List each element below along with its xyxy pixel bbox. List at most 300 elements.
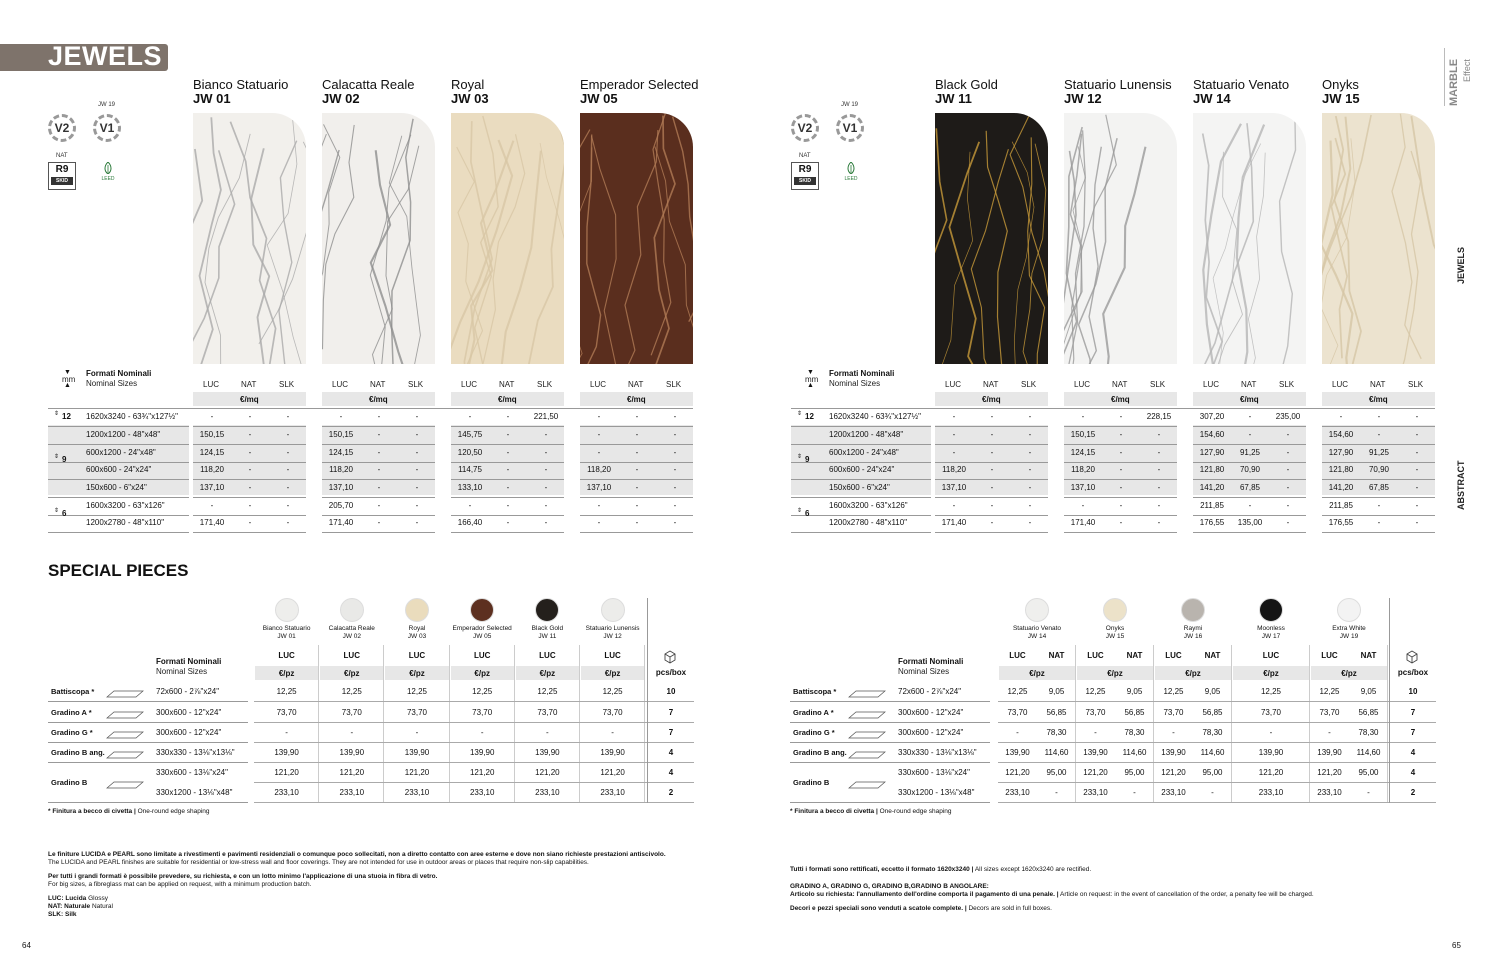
left-footnote	[48, 808, 210, 816]
left-cell-2-6-1: -	[506, 518, 510, 527]
right-cell-2-1-0: 154,60	[1199, 430, 1225, 439]
mm-arrow-icon: ▼	[64, 369, 71, 376]
right-sp-rowname-0: Battiscopa *	[793, 687, 837, 696]
left-cell-1-0-2: -	[415, 412, 419, 421]
left-cell-0-3-2: -	[286, 465, 290, 474]
right-col-0-0: LUC	[945, 380, 962, 389]
right-cell-1-3-2: -	[1157, 465, 1161, 474]
right-sp-rowline-1	[998, 722, 1436, 723]
left-sp-rowline-5	[254, 802, 694, 803]
left-top-rule	[48, 408, 693, 409]
left-col-2-0: LUC	[461, 380, 478, 389]
right-sp-name-0: Statuario Venato	[1012, 625, 1062, 632]
right-sp-rowname-4: Gradino B	[793, 778, 830, 787]
left-cell-1-0-0: -	[339, 412, 343, 421]
left-cell-3-1-0: -	[597, 430, 601, 439]
right-sp-rowname-3: Gradino B ang.	[793, 748, 847, 757]
right-sp-nat-val-4-5: -	[1367, 788, 1370, 797]
right-box-icon	[1405, 650, 1419, 662]
left-cell-1-6-2: -	[415, 518, 419, 527]
right-rowline-0-5	[935, 515, 1048, 516]
left-sp-luc-4: LUC	[539, 651, 556, 660]
right-cell-3-4-1: 67,85	[1368, 483, 1390, 492]
right-rowline-1-1	[1064, 444, 1177, 445]
left-sp-val-1-2: -	[350, 728, 354, 737]
right-unit-3: €/mq	[1369, 395, 1388, 404]
left-cell-2-5-1: -	[506, 501, 510, 510]
right-formats-title-en: Nominal Sizes	[829, 379, 881, 388]
right-cell-0-3-0: 118,20	[942, 465, 966, 474]
left-sp-swatch-4	[535, 598, 559, 622]
left-cell-0-1-1: -	[248, 430, 252, 439]
left-sp-rowname-0: Battiscopa *	[51, 687, 95, 696]
left-rowline-0-1	[193, 444, 306, 445]
left-rowline-3-2	[580, 462, 693, 463]
left-cell-2-1-2: -	[544, 430, 548, 439]
left-cell-1-1-0: 150,15	[328, 430, 354, 439]
right-sp-luc-4: LUC	[1321, 651, 1338, 660]
right-rowline-2-3	[1193, 479, 1306, 480]
right-col-2-1: NAT	[1241, 380, 1257, 389]
right-rowline-1-4	[1064, 497, 1177, 498]
right-sp-luc-val-4-5: 233,10	[1317, 788, 1342, 797]
left-rowline-0-3	[193, 479, 306, 480]
left-sp-val-4-4: 121,20	[535, 768, 560, 777]
mm-arrow-up-icon: ▲	[64, 382, 71, 389]
left-cell-1-1-2: -	[415, 430, 419, 439]
left-sp-size-3: 330x330 - 13⅛"x13⅛"	[156, 748, 235, 757]
right-sp-nat-val-4-2: 78,30	[1358, 728, 1379, 737]
right-rowline-3-2	[1322, 462, 1435, 463]
right-sizeline-0	[791, 426, 931, 427]
left-rowline-3-1	[580, 444, 693, 445]
side-tab-abstract[interactable]: ABSTRACT	[1456, 460, 1466, 510]
right-sp-size-0: 72x600 - 2⅞"x24"	[898, 687, 962, 696]
right-sizeline-4	[791, 497, 931, 498]
left-sp-formats-it: Formati Nominali	[156, 657, 222, 666]
left-cell-0-1-0: 150,15	[199, 430, 225, 439]
left-sp-unit-4: €/pz	[539, 669, 556, 678]
left-unit-3: €/mq	[627, 395, 646, 404]
left-sp-piece-icon-4	[106, 777, 144, 795]
footnote-bold: * Finitura a becco di civetta |	[790, 808, 878, 815]
right-col-1-2: SLK	[1150, 380, 1166, 389]
right-sp-unit-4: €/pz	[1341, 669, 1357, 678]
right-size-0: 1620x3240 - 63¾"x127½"	[829, 412, 921, 421]
right-mm-label: mm	[805, 375, 819, 384]
right-cell-0-6-0: 171,40	[941, 518, 967, 527]
right-cell-1-0-1: -	[1119, 412, 1123, 421]
right-sp-nat-val-2-4: 95,00	[1202, 768, 1223, 777]
left-tile-0[interactable]	[193, 113, 306, 364]
right-sp-luc-val-3-2: -	[1269, 728, 1273, 737]
right-product-code-3: JW 15	[1322, 91, 1360, 106]
left-cell-1-4-1: -	[377, 483, 381, 492]
left-pcs-box-label: pcs/box	[655, 668, 687, 677]
right-r9-badge	[791, 162, 819, 190]
right-sp-luc-val-3-1: 73,70	[1260, 708, 1282, 717]
right-sp-nat-val-0-2: 78,30	[1046, 728, 1067, 737]
right-sp-luc-val-1-2: -	[1094, 728, 1097, 737]
right-sp-luc-val-3-4: 121,20	[1258, 768, 1284, 777]
left-cell-2-3-1: -	[506, 465, 510, 474]
right-sp-rowline-4	[998, 782, 1436, 783]
right-col-1-1: NAT	[1112, 380, 1128, 389]
left-unit-2: €/mq	[498, 395, 517, 404]
note-finish-en: The LUCIDA and PEARL finishes are suitable for residential or low-stress wall and floor coverings. They are not intended for use in outdoor areas or places that require non-slip capabilities.	[48, 859, 589, 866]
left-product-name-0: Bianco Statuario	[193, 77, 289, 92]
left-thick-1: 9	[62, 455, 67, 464]
right-sp-luc-val-2-2: -	[1172, 728, 1175, 737]
right-cell-2-5-1: -	[1248, 501, 1252, 510]
right-rowline-1-6	[1064, 532, 1177, 533]
leaf-icon	[103, 162, 113, 174]
left-sp-val-5-4: 121,20	[600, 768, 625, 777]
right-size-2: 600x1200 - 24"x48"	[829, 448, 899, 457]
left-cell-2-5-0: -	[468, 501, 472, 510]
left-sp-code-0: JW 01	[277, 633, 296, 640]
right-sp-unit-0: €/pz	[1029, 669, 1045, 678]
left-cell-1-4-2: -	[415, 483, 419, 492]
left-cell-1-3-2: -	[415, 465, 419, 474]
section-title: JEWELS	[48, 41, 163, 71]
left-sp-val-1-3: 139,90	[339, 748, 365, 757]
left-cell-3-6-1: -	[635, 518, 639, 527]
left-cell-0-4-2: -	[286, 483, 290, 492]
section-title-band	[0, 41, 168, 71]
right-sp-code-4: JW 19	[1339, 633, 1359, 640]
right-cell-0-4-1: -	[990, 483, 994, 492]
left-sp-val-3-1: 73,70	[472, 708, 493, 717]
right-product-name-3: Onyks	[1322, 77, 1359, 92]
right-sp-nat-val-1-0: 9,05	[1126, 687, 1143, 696]
left-sp-box-divider	[647, 598, 648, 803]
left-cell-1-5-1: -	[377, 501, 381, 510]
left-sp-val-2-5: 233,10	[404, 788, 430, 797]
right-cell-2-1-1: -	[1248, 430, 1252, 439]
right-sp-nat-val-0-3: 114,60	[1044, 748, 1069, 757]
right-sizeline-5	[791, 515, 931, 516]
left-sp-formats-en: Nominal Sizes	[156, 667, 208, 676]
right-sp-swatch-0	[1025, 598, 1049, 622]
right-cell-0-0-0: -	[952, 412, 956, 421]
right-sp-nat-val-0-1: 56,85	[1046, 708, 1067, 717]
right-sp-luc-val-2-4: 121,20	[1161, 768, 1186, 777]
left-size-2: 600x1200 - 24"x48"	[86, 448, 156, 457]
right-sp-luc-val-1-1: 73,70	[1085, 708, 1106, 717]
right-sp-nat-val-0-0: 9,05	[1048, 687, 1065, 696]
right-cell-2-4-2: -	[1286, 483, 1290, 492]
left-tile-2[interactable]	[451, 113, 564, 364]
left-cell-0-3-1: -	[248, 465, 252, 474]
left-col-0-2: SLK	[279, 380, 295, 389]
right-rowline-1-5	[1064, 515, 1177, 516]
left-tile-3[interactable]	[580, 113, 693, 364]
right-sp-size-3: 330x330 - 13⅛"x13⅛"	[898, 748, 977, 757]
side-tab-marble[interactable]: MARBLE	[1448, 58, 1460, 106]
left-sp-val-0-5: 233,10	[274, 788, 299, 797]
left-cell-3-0-2: -	[673, 412, 677, 421]
left-sp-unit-0: €/pz	[278, 669, 295, 678]
right-sp-luc-val-0-1: 73,70	[1007, 708, 1028, 717]
left-cell-0-0-2: -	[286, 412, 290, 421]
left-cell-0-4-1: -	[248, 483, 252, 492]
right-cell-2-0-1: -	[1248, 412, 1252, 421]
right-rowline-3-4	[1322, 497, 1435, 498]
left-rowline-0-6	[193, 532, 306, 533]
right-sp-luc-val-1-4: 121,20	[1083, 768, 1108, 777]
leaf-icon	[846, 162, 856, 174]
left-sp-line-3	[48, 762, 248, 763]
right-cell-3-3-1: 70,90	[1368, 465, 1390, 474]
right-sp-code-0: JW 14	[1027, 633, 1047, 640]
right-sp-luc-3: LUC	[1262, 651, 1280, 660]
left-col-0-1: NAT	[241, 380, 257, 389]
right-cell-2-4-0: 141,20	[1199, 483, 1225, 492]
right-sp-size-5: 330x1200 - 13⅛"x48"	[898, 788, 975, 797]
left-sp-val-0-4: 121,20	[274, 768, 299, 777]
right-tile-3[interactable]	[1322, 113, 1435, 364]
right-cell-1-2-0: 124,15	[1070, 448, 1096, 457]
left-sp-swatch-5	[601, 598, 625, 622]
right-footnote	[790, 808, 952, 816]
right-cell-1-5-0: -	[1081, 501, 1085, 510]
right-cell-1-3-0: 118,20	[1071, 465, 1095, 474]
left-sp-rowname-2: Gradino G *	[51, 728, 93, 737]
right-sp-luc-val-1-0: 12,25	[1085, 687, 1106, 696]
right-rowline-2-1	[1193, 444, 1306, 445]
right-sp-luc-val-2-5: 233,10	[1161, 788, 1186, 797]
left-sp-val-4-0: 12,25	[537, 687, 558, 696]
right-cell-3-5-2: -	[1415, 501, 1419, 510]
right-sp-rowname-2: Gradino G *	[793, 728, 835, 737]
right-sp-nat-4: NAT	[1360, 651, 1377, 660]
right-sp-vline-4	[1387, 645, 1388, 803]
right-sp-name-4: Extra White	[1332, 625, 1366, 632]
left-cell-3-6-0: -	[597, 518, 601, 527]
right-cell-0-5-2: -	[1028, 501, 1032, 510]
left-size-1: 1200x1200 - 48"x48"	[86, 430, 161, 439]
right-sp-luc-val-1-3: 139,90	[1083, 748, 1108, 757]
footnote-text: One-round edge shaping	[877, 808, 952, 815]
right-sp-swatch-3	[1259, 598, 1283, 622]
right-cell-1-0-0: -	[1081, 412, 1085, 421]
right-sp-size-4: 330x600 - 13⅛"x24"	[898, 768, 970, 777]
left-sp-unit-1: €/pz	[344, 669, 360, 678]
right-rowline-1-0	[1064, 426, 1177, 427]
right-sp-nat-val-4-4: 95,00	[1358, 768, 1379, 777]
left-sp-line-5	[48, 802, 248, 803]
left-cell-2-4-0: 133,10	[457, 483, 483, 492]
left-cell-1-0-1: -	[377, 412, 381, 421]
right-rowline-3-0	[1322, 426, 1435, 427]
left-sp-val-5-3: 139,90	[600, 748, 625, 757]
left-col-2-1: NAT	[499, 380, 515, 389]
right-cell-2-6-0: 176,55	[1199, 518, 1225, 527]
right-sp-swatch-4	[1337, 598, 1361, 622]
right-sp-nat-2: NAT	[1204, 651, 1221, 660]
left-sp-luc-1: LUC	[343, 651, 360, 660]
note-penalty: Articolo su richiesta: l'annullamento dell'ordine comporta il pagamento di una penale. | Article on request: in the event of cancellation of the order, a penalty fee will be charged.	[790, 891, 1314, 898]
right-sp-luc-val-4-4: 121,20	[1317, 768, 1342, 777]
left-sp-name-1: Calacatta Reale	[328, 625, 375, 632]
left-thick-2: 6	[62, 509, 67, 518]
right-rowline-2-5	[1193, 515, 1306, 516]
right-product-code-1: JW 12	[1064, 91, 1102, 106]
right-sp-luc-val-3-3: 139,90	[1258, 748, 1284, 757]
right-cell-3-5-0: 211,85	[1329, 501, 1353, 510]
right-rowline-0-0	[935, 426, 1048, 427]
note-gradino-title: GRADINO A, GRADINO G, GRADINO B,GRADINO B ANGOLARE:	[790, 883, 989, 890]
right-sp-pcs-3: 4	[1410, 748, 1416, 757]
left-cell-3-1-2: -	[673, 430, 677, 439]
left-cell-0-2-0: 124,15	[199, 448, 225, 457]
left-cell-0-6-2: -	[286, 518, 290, 527]
left-product-name-3: Emperador Selected	[580, 77, 699, 92]
footnote-text: One-round edge shaping	[135, 808, 210, 815]
left-product-name-1: Calacatta Reale	[322, 77, 415, 92]
right-cell-2-5-2: -	[1286, 501, 1290, 510]
left-rowline-1-1	[322, 444, 435, 445]
note-boxes: Decori e pezzi speciali sono venduti a scatole complete. | Decors are sold in full boxes.	[790, 905, 1052, 912]
left-cell-1-5-2: -	[415, 501, 419, 510]
left-rowline-3-0	[580, 426, 693, 427]
right-cell-0-0-2: -	[1028, 412, 1032, 421]
left-rowline-1-6	[322, 532, 435, 533]
left-cell-3-5-1: -	[635, 501, 639, 510]
right-tile-0[interactable]	[935, 113, 1048, 364]
right-sp-luc-val-2-3: 139,90	[1161, 748, 1186, 757]
left-cell-1-3-0: 118,20	[329, 465, 353, 474]
right-sp-code-1: JW 15	[1105, 633, 1125, 640]
left-sp-pcs-0: 10	[666, 687, 676, 696]
left-cell-3-4-0: 137,10	[586, 483, 612, 492]
left-sp-name-5: Statuario Lunensis	[585, 625, 640, 632]
left-sp-unit-3: €/pz	[474, 669, 490, 678]
right-size-4: 150x600 - 6"x24"	[829, 483, 890, 492]
right-cell-1-1-2: -	[1157, 430, 1161, 439]
right-sp-rowname-1: Gradino A *	[793, 708, 834, 717]
right-cell-0-3-1: -	[990, 465, 994, 474]
left-sizeline-0	[48, 426, 189, 427]
right-cell-1-1-0: 150,15	[1070, 430, 1096, 439]
right-cell-1-5-2: -	[1157, 501, 1161, 510]
right-thick-icon-0: ⇕	[797, 411, 803, 417]
right-sp-luc-val-0-3: 139,90	[1005, 748, 1030, 757]
right-unit-0: €/mq	[982, 395, 1001, 404]
left-thick-0: 12	[62, 412, 71, 421]
r9-value: R9	[798, 164, 812, 175]
left-sp-val-2-4: 121,20	[404, 768, 430, 777]
left-rowline-1-3	[322, 479, 435, 480]
right-sp-unit-1: €/pz	[1107, 669, 1123, 678]
right-rowline-0-1	[935, 444, 1048, 445]
right-cell-2-4-1: 67,85	[1239, 483, 1261, 492]
right-sp-nat-val-1-1: 56,85	[1124, 708, 1145, 717]
left-size-3: 600x600 - 24"x24"	[86, 465, 152, 474]
left-cell-0-5-1: -	[248, 501, 252, 510]
right-tile-1[interactable]	[1064, 113, 1177, 364]
left-cell-1-2-0: 124,15	[328, 448, 354, 457]
leed-label: LEED	[101, 176, 115, 182]
right-sp-nat-val-1-3: 114,60	[1122, 748, 1147, 757]
left-sp-code-4: JW 11	[538, 633, 557, 640]
left-sp-swatch-0	[275, 598, 299, 622]
legend-slk: SLK: Silk	[48, 911, 77, 918]
left-cell-0-0-0: -	[210, 412, 214, 421]
right-product-code-2: JW 14	[1193, 91, 1231, 106]
left-tile-1[interactable]	[322, 113, 435, 364]
right-sp-box-divider	[1389, 598, 1390, 803]
left-thick-icon-1: ⇕	[54, 454, 60, 460]
right-size-5: 1600x3200 - 63"x126"	[829, 501, 908, 510]
right-sp-unit-2: €/pz	[1185, 669, 1201, 678]
left-rowline-0-5	[193, 515, 306, 516]
right-sizeline-2	[791, 462, 931, 463]
left-cell-3-3-1: -	[635, 465, 639, 474]
left-col-1-2: SLK	[408, 380, 424, 389]
legend-nat: NAT: Naturale Natural	[48, 903, 113, 910]
left-cell-3-5-0: -	[597, 501, 601, 510]
right-sp-rowline-5	[998, 802, 1436, 803]
left-sp-val-1-1: 73,70	[341, 708, 362, 717]
right-size-3: 600x600 - 24"x24"	[829, 465, 895, 474]
right-cell-0-0-1: -	[990, 412, 994, 421]
left-sp-luc-0: LUC	[278, 651, 295, 660]
left-cell-0-3-0: 118,20	[200, 465, 224, 474]
left-sp-val-3-3: 139,90	[469, 748, 495, 757]
right-sp-nat-val-4-3: 114,60	[1356, 748, 1381, 757]
right-cell-1-5-1: -	[1119, 501, 1123, 510]
right-cell-2-2-0: 127,90	[1199, 448, 1225, 457]
side-divider	[1444, 48, 1445, 106]
right-rowline-0-6	[935, 532, 1048, 533]
left-col-3-1: NAT	[628, 380, 644, 389]
left-sp-rowline-3	[254, 762, 694, 763]
left-box-icon	[663, 650, 677, 662]
special-pieces-title: SPECIAL PIECES	[48, 561, 189, 580]
left-cell-2-0-0: -	[468, 412, 472, 421]
right-cell-2-6-2: -	[1286, 518, 1290, 527]
side-tab-jewels[interactable]: JEWELS	[1456, 246, 1466, 284]
left-sp-size-5: 330x1200 - 13⅛"x48"	[156, 788, 233, 797]
right-cell-2-0-2: 235,00	[1275, 412, 1301, 421]
left-sp-val-0-2: -	[285, 728, 288, 737]
right-thick-0: 12	[805, 412, 814, 421]
skid-label: SKID	[51, 177, 73, 185]
left-sp-pcs-1: 7	[668, 708, 674, 717]
left-sp-rowline-4	[254, 782, 694, 783]
right-cell-2-3-2: -	[1286, 465, 1290, 474]
right-sp-line-0	[790, 701, 990, 702]
left-sp-val-2-3: 139,90	[404, 748, 430, 757]
left-cell-3-3-0: 118,20	[587, 465, 611, 474]
left-sp-size-1: 300x600 - 12"x24"	[156, 708, 222, 717]
right-sp-luc-1: LUC	[1087, 651, 1104, 660]
left-sp-line-2	[48, 742, 248, 743]
right-cell-3-0-1: -	[1377, 412, 1381, 421]
page-number-right: 65	[1452, 941, 1461, 950]
note-rectified: Tutti i formati sono rettificati, eccetto il formato 1620x3240 | All sizes except 1620x3240 are rectified.	[790, 866, 1092, 873]
right-cell-1-4-0: 137,10	[1070, 483, 1096, 492]
right-sp-luc-val-0-4: 121,20	[1005, 768, 1030, 777]
right-rowline-0-4	[935, 497, 1048, 498]
left-cell-3-4-2: -	[673, 483, 677, 492]
right-rowline-0-2	[935, 462, 1048, 463]
left-sp-rowline-2	[254, 742, 694, 743]
left-leed-badge	[98, 162, 118, 182]
right-tile-2[interactable]	[1193, 113, 1306, 364]
